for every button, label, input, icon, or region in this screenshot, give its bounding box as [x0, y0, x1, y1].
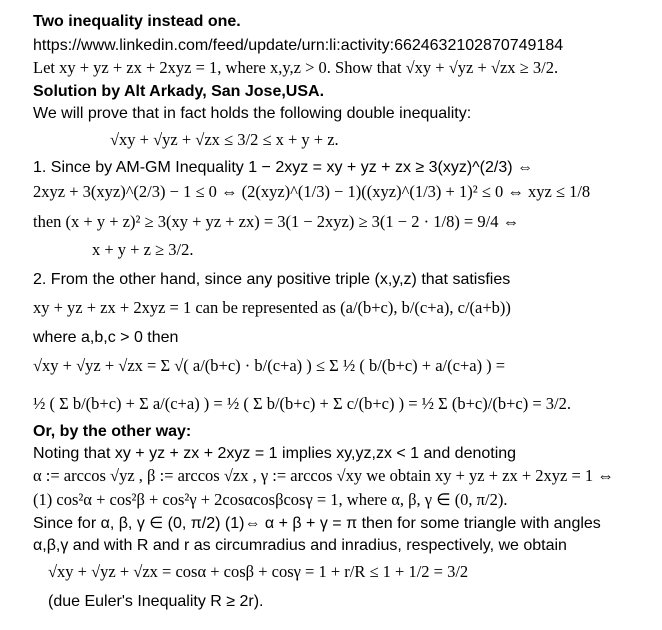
- step-1-conclusion: x + y + z ≥ 3/2.: [92, 240, 194, 259]
- doc-title: Two inequality instead one.: [33, 13, 241, 30]
- step-1-line-3: then (x + y + z)² ≥ 3(xy + yz + zx) = 3(1 − 2xyz) ≥ 3(1 − 2 · 1/8) = 9/4 ⇔: [33, 212, 520, 231]
- step-2-line-2: xy + yz + zx + 2xyz = 1 can be represented as (a/(b+c), b/(c+a), c/(a+b)): [33, 298, 511, 317]
- solution-author: Solution by Alt Arkady, San Jose,USA.: [33, 83, 325, 100]
- alt-result: √xy + √yz + √zx = cosα + cosβ + cosγ = 1 + r/R ≤ 1 + 1/2 = 3/2: [48, 562, 469, 581]
- intro-line: We will prove that in fact holds the following double inequality:: [33, 105, 472, 122]
- step-2-line-3: where a,b,c > 0 then: [33, 329, 179, 346]
- step-1-line-2: 2xyz + 3(xyz)^(2/3) − 1 ≤ 0 ⇔ (2(xyz)^(1/3) − 1)((xyz)^(1/3) + 1)² ≤ 0 ⇔ xyz ≤ 1/8: [33, 182, 591, 201]
- alt-line-1: Noting that xy + yz + zx + 2xyz = 1 implies xy,yz,zx < 1 and denoting: [33, 445, 517, 462]
- alt-line-3: Since for α, β, γ ∈ (0, π/2) (1)⇔ α + β + γ = π then for some triangle with angles: [33, 515, 601, 532]
- double-inequality: √xy + √yz + √zx ≤ 3/2 ≤ x + y + z.: [110, 130, 339, 149]
- step-2-line-5: ½ ( Σ b/(b+c) + Σ a/(c+a) ) = ½ ( Σ b/(b+c) + Σ c/(b+c) ) = ½ Σ (b+c)/(b+c) = 3/2.: [33, 394, 571, 413]
- alt-line-4: α,β,γ and with R and r as circumradius and inradius, respectively, we obtain: [33, 537, 567, 554]
- euler-note: (due Euler's Inequality R ≥ 2r).: [48, 593, 264, 610]
- problem-statement: Let xy + yz + zx + 2xyz = 1, where x,y,z > 0. Show that √xy + √yz + √zx ≥ 3/2.: [33, 58, 559, 77]
- equation-1: (1) cos²α + cos²β + cos²γ + 2cosαcosβcosγ = 1, where α, β, γ ∈ (0, π/2).: [33, 490, 508, 509]
- source-url: https://www.linkedin.com/feed/update/urn:li:activity:6624632102870749184: [33, 37, 564, 54]
- step-1-line-1: 1. Since by AM-GM Inequality 1 − 2xyz = xy + yz + zx ≥ 3(xyz)^(2/3) ⇔: [33, 159, 534, 176]
- step-2-line-1: 2. From the other hand, since any positive triple (x,y,z) that satisfies: [33, 271, 511, 288]
- step-2-line-4: √xy + √yz + √zx = Σ √( a/(b+c) · b/(c+a) ) ≤ Σ ½ ( b/(b+c) + a/(c+a) ) =: [33, 356, 506, 375]
- alt-method-heading: Or, by the other way:: [33, 423, 192, 440]
- alt-line-2: α := arccos √yz , β := arccos √zx , γ := arccos √xy we obtain xy + yz + zx + 2xyz = 1 ⇔: [33, 466, 614, 485]
